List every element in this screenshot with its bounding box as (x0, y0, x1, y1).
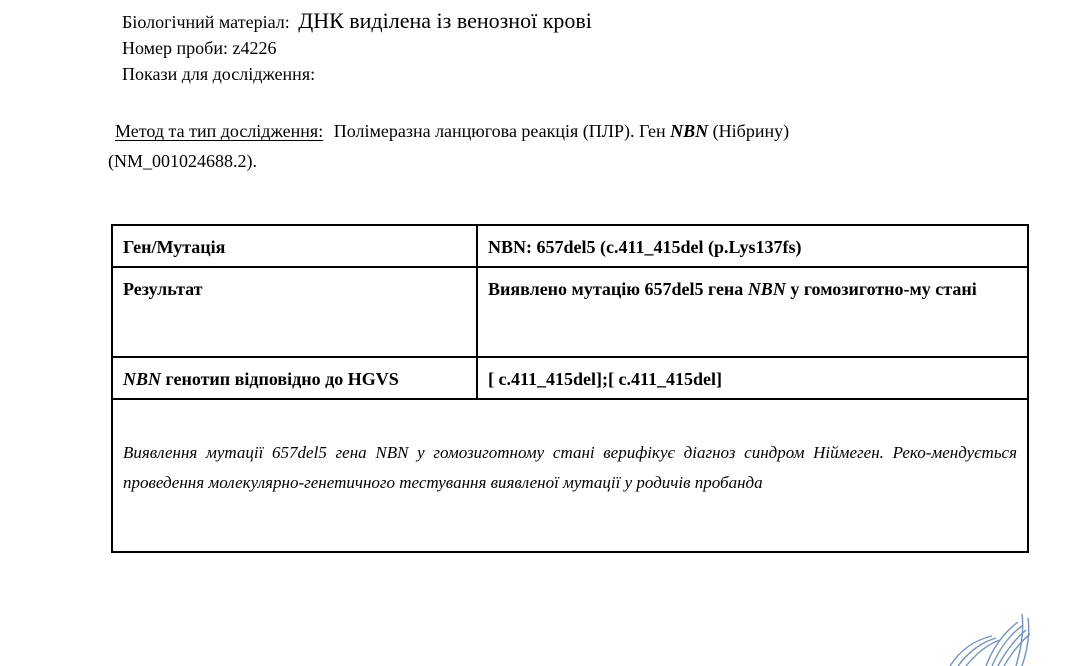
sample-number-label: Номер проби: (122, 38, 228, 58)
result-value-text-2: у гомозиготно-му стані (790, 279, 977, 299)
genotype-label-text: генотип відповідно до HGVS (165, 369, 399, 389)
gene-mutation-label: Ген/Мутація (112, 225, 477, 267)
table-row-genotype (112, 357, 1028, 399)
lab-logo-icon (930, 610, 1050, 666)
bio-material-line (122, 10, 592, 32)
table-row-conclusion (112, 399, 1028, 552)
result-value-text-1: Виявлено мутацію 657del5 гена (488, 279, 744, 299)
result-value-gene: NBN (747, 279, 786, 299)
conclusion-text: Виявлення мутації 657del5 гена NBN у гомозиготному стані верифікує діагноз синдром Ніймеген. Реко-мендується проведення молекулярно-генетичного тестування виявленої мутації у родичів пробанда (112, 399, 1028, 552)
method-gene: NBN (670, 121, 709, 141)
genotype-value: [ c.411_415del];[ c.411_415del] (477, 357, 1028, 399)
genotype-label (112, 357, 477, 399)
indications-line (122, 65, 315, 83)
method-line (115, 122, 789, 140)
genotype-label-gene: NBN (123, 369, 162, 389)
method-reference: (NM_001024688.2). (108, 151, 257, 171)
gene-mutation-value: NBN: 657del5 (c.411_415del (p.Lys137fs) (477, 225, 1028, 267)
method-gene-name: (Нібрину) (712, 121, 790, 141)
sample-number-line (122, 39, 276, 57)
result-value (477, 267, 1028, 357)
method-reference-line (108, 152, 257, 170)
method-label: Метод та тип дослідження: (115, 121, 324, 141)
result-label: Результат (112, 267, 477, 357)
bio-material-value: ДНК виділена із венозної крові (298, 8, 592, 33)
bio-material-label: Біологічний матеріал: (122, 12, 290, 32)
indications-label: Покази для дослідження: (122, 64, 316, 84)
method-text: Полімеразна ланцюгова реакція (ПЛР). Ген (333, 121, 666, 141)
sample-number-value: z4226 (232, 38, 277, 58)
table-row-gene-mutation (112, 225, 1028, 267)
table-row-result (112, 267, 1028, 357)
results-table (111, 224, 1029, 553)
